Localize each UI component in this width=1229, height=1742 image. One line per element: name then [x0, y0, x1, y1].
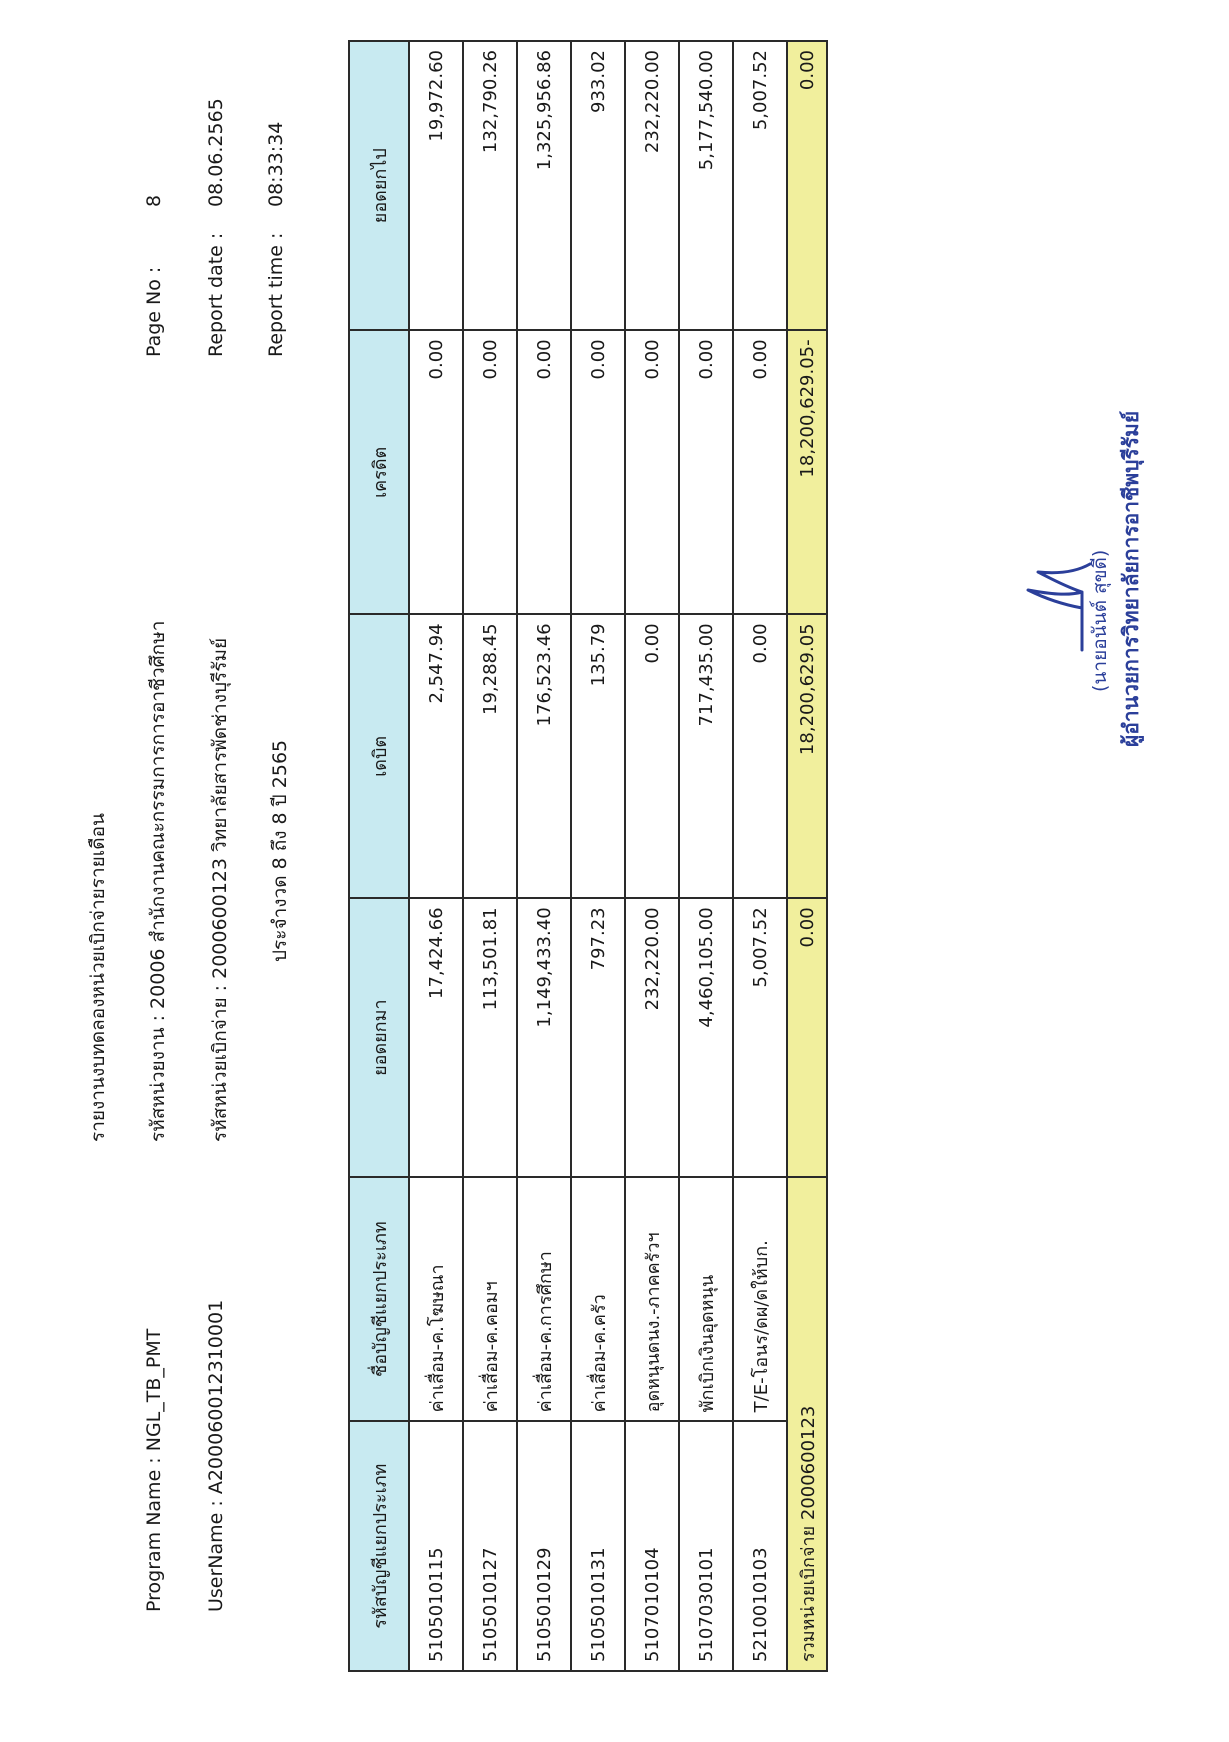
credit: 0.00	[409, 330, 463, 614]
debit: 0.00	[733, 614, 787, 898]
credit: 0.00	[679, 330, 733, 614]
account-code: 5210010103	[733, 1421, 787, 1671]
carried-forward: 19,972.60	[409, 41, 463, 330]
brought-forward: 4,460,105.00	[679, 898, 733, 1177]
table-row	[571, 41, 625, 1671]
brought-forward: 17,424.66	[409, 898, 463, 1177]
brought-forward: 5,007.52	[733, 898, 787, 1177]
report-time	[265, 122, 287, 357]
account-code: 5107030101	[679, 1421, 733, 1671]
credit: 0.00	[625, 330, 679, 614]
account-code: 5105010115	[409, 1421, 463, 1671]
col-account-name: ชื่อบัญชีแยกประเภท	[349, 1177, 409, 1421]
credit: 0.00	[571, 330, 625, 614]
trial-balance-table	[348, 40, 828, 1672]
carried-forward: 132,790.26	[463, 41, 517, 330]
page-number	[143, 195, 165, 357]
debit: 2,547.94	[409, 614, 463, 898]
account-name: พักเบิกเงินอุดหนุน	[679, 1177, 733, 1421]
debit: 135.79	[571, 614, 625, 898]
user-name: UserName : A200060012310001	[205, 1299, 227, 1612]
report-title: รายงานงบทดลองหน่วยเบิกจ่ายรายเดือน	[87, 812, 109, 1142]
account-code: 5107010104	[625, 1421, 679, 1671]
col-brought-forward: ยอดยกมา	[349, 898, 409, 1177]
carried-forward: 5,007.52	[733, 41, 787, 330]
account-name: อุดหนุนดนง.-ภาคครัวฯ	[625, 1177, 679, 1421]
time-value: 08:33:34	[265, 121, 287, 207]
table-header-row	[349, 41, 409, 1671]
credit: 0.00	[463, 330, 517, 614]
time-label: Report time :	[265, 232, 287, 357]
date-value: 08.06.2565	[205, 98, 227, 207]
carried-forward: 232,220.00	[625, 41, 679, 330]
col-credit: เครดิต	[349, 330, 409, 614]
table-row	[679, 41, 733, 1671]
page-label: Page No :	[143, 266, 165, 357]
brought-forward: 797.23	[571, 898, 625, 1177]
brought-forward: 113,501.81	[463, 898, 517, 1177]
total-debit: 18,200,629.05	[787, 614, 827, 898]
account-code: 5105010129	[517, 1421, 571, 1671]
page-value: 8	[143, 194, 165, 207]
carried-forward: 933.02	[571, 41, 625, 330]
carried-forward: 1,325,956.86	[517, 41, 571, 330]
table-row	[625, 41, 679, 1671]
account-code: 5105010131	[571, 1421, 625, 1671]
total-carried-forward: 0.00	[787, 41, 827, 330]
account-name: ค่าเสื่อม-ค.ครัว	[571, 1177, 625, 1421]
col-carried-forward: ยอดยกไป	[349, 41, 409, 330]
table-row	[463, 41, 517, 1671]
total-credit: 18,200,629.05-	[787, 330, 827, 614]
table-row	[733, 41, 787, 1671]
table-row	[517, 41, 571, 1671]
report-period: ประจำงวด 8 ถึง 8 ปี 2565	[269, 739, 291, 962]
account-name: T/E-โอนร/ดผ/ดให้บก.	[733, 1177, 787, 1421]
debit: 176,523.46	[517, 614, 571, 898]
brought-forward: 1,149,433.40	[517, 898, 571, 1177]
credit: 0.00	[517, 330, 571, 614]
account-name: ค่าเสื่อม-ค.การศึกษา	[517, 1177, 571, 1421]
signatory-name: (นายอนันต์ สุขดี)	[1089, 549, 1111, 692]
col-debit: เดบิต	[349, 614, 409, 898]
debit: 717,435.00	[679, 614, 733, 898]
program-name: Program Name : NGL_TB_PMT	[143, 1328, 165, 1612]
date-label: Report date :	[205, 232, 227, 357]
pay-unit: รหัสหน่วยเบิกจ่าย : 2000600123 วิทยาลัยสารพัดช่างบุรีรัมย์	[209, 637, 231, 1142]
brought-forward: 232,220.00	[625, 898, 679, 1177]
unit-code: รหัสหน่วยงาน : 20006 สำนักงานคณะกรรมการการอาชีวศึกษา	[147, 620, 169, 1142]
table-row	[409, 41, 463, 1671]
account-name: ค่าเสื่อม-ค.คอมฯ	[463, 1177, 517, 1421]
carried-forward: 5,177,540.00	[679, 41, 733, 330]
debit: 0.00	[625, 614, 679, 898]
debit: 19,288.45	[463, 614, 517, 898]
report-date	[205, 98, 227, 357]
credit: 0.00	[733, 330, 787, 614]
signatory-title: ผู้อำนวยการวิทยาลัยการอาชีพบุรีรัมย์	[1119, 410, 1143, 747]
total-label: รวมหน่วยเบิกจ่าย 2000600123	[787, 1177, 827, 1671]
total-brought-forward: 0.00	[787, 898, 827, 1177]
account-code: 5105010127	[463, 1421, 517, 1671]
account-name: ค่าเสื่อม-ค.โฆษณา	[409, 1177, 463, 1421]
total-row	[787, 41, 827, 1671]
col-account-code: รหัสบัญชีแยกประเภท	[349, 1421, 409, 1671]
